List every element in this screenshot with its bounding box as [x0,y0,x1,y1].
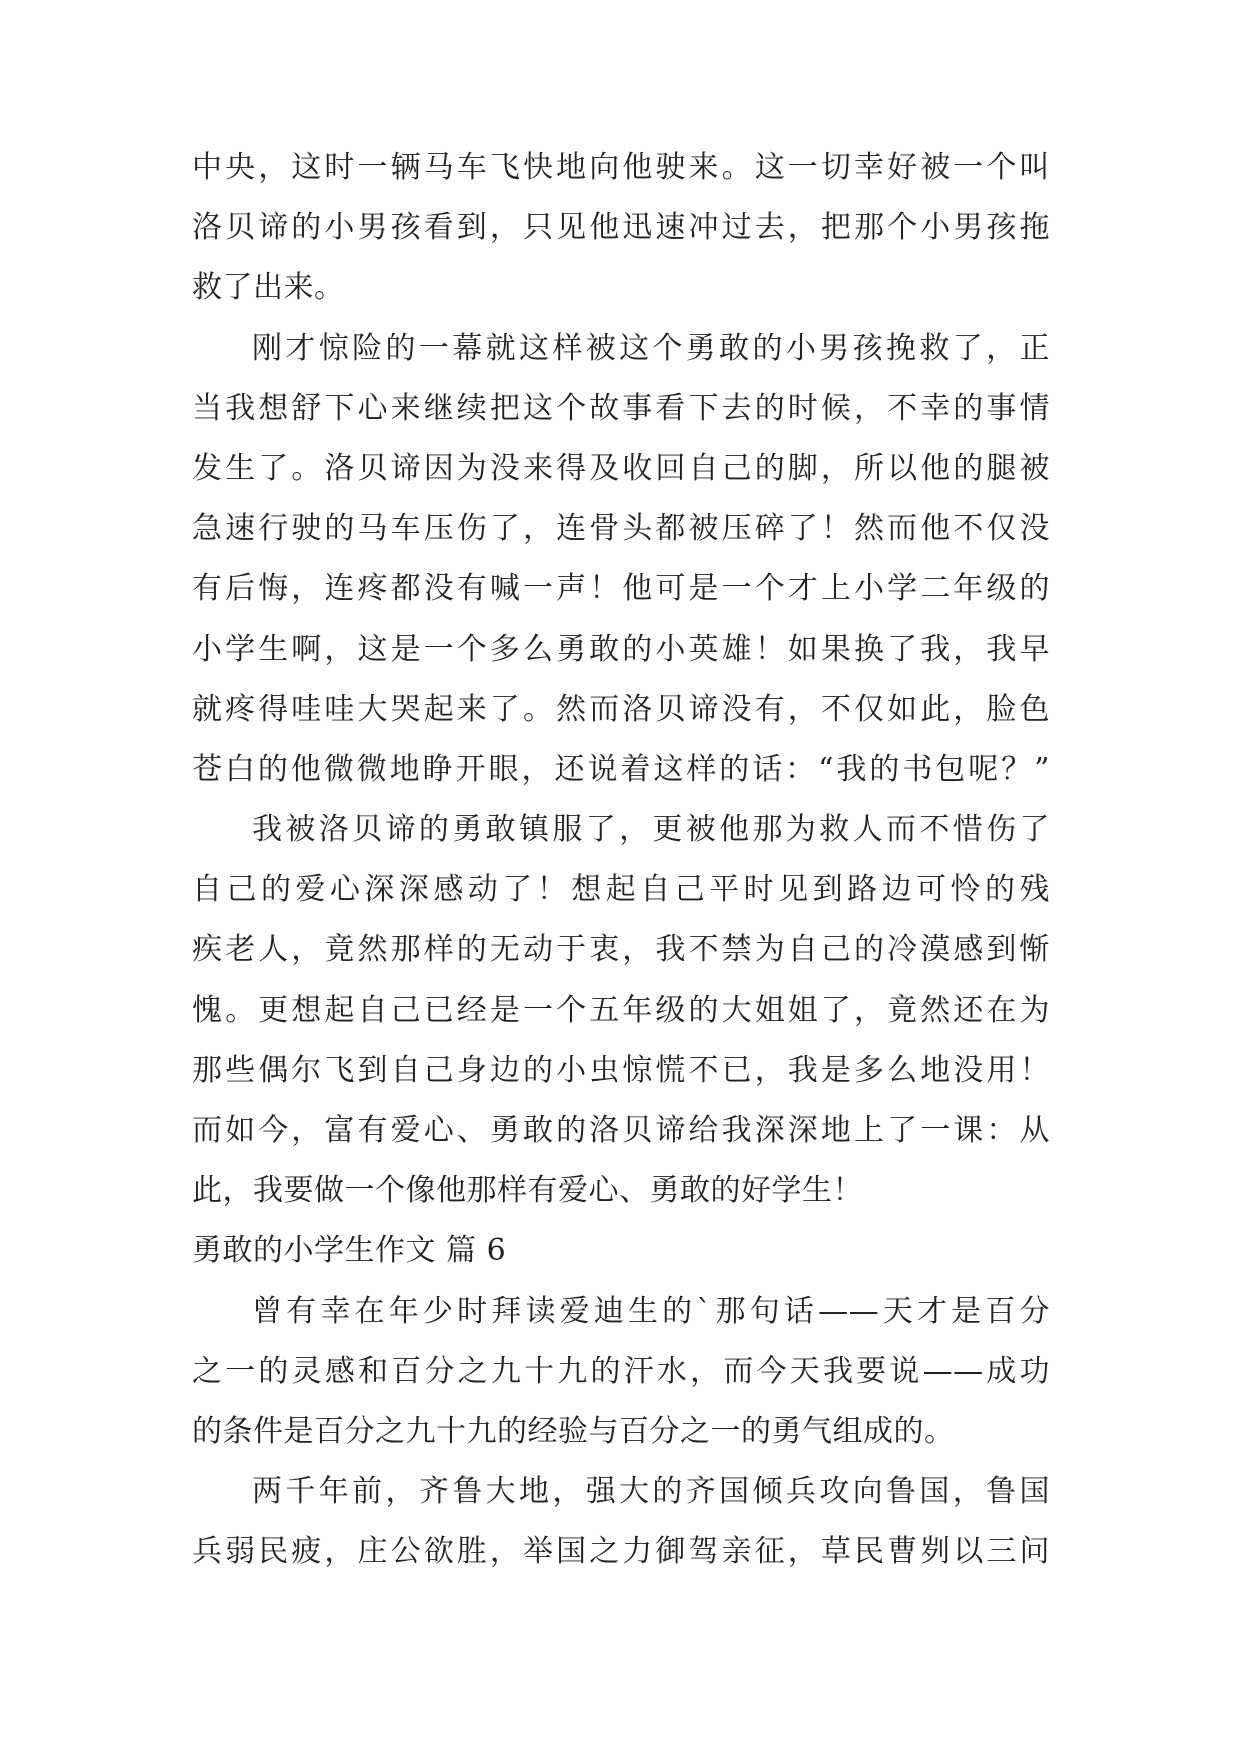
text-line: 两千年前，齐鲁大地，强大的齐国倾兵攻向鲁国，鲁国 [252,1474,1050,1510]
text-line: 小学生啊，这是一个多么勇敢的小英雄！如果换了我，我早 [192,631,1050,667]
text-line: 而如今，富有爱心、勇敢的洛贝谛给我深深地上了一课：从 [192,1113,1050,1148]
text-line: 兵弱民疲，庄公欲胜，举国之力御驾亲征，草民曹刿以三问 [192,1534,1050,1570]
text-line: 苍白的他微微地睁开眼，还说着这样的话：“我的书包呢？” [192,751,1050,787]
text-line: 急速行驶的马车压伤了，连骨头都被压碎了！然而他不仅没 [192,511,1050,547]
text-line: 我被洛贝谛的勇敢镇服了，更被他那为救人而不惜伤了 [252,812,1050,848]
paragraph-2 [192,319,1050,801]
text-line: 就疼得哇哇大哭起来了。然而洛贝谛没有，不仅如此，脸色 [192,691,1050,727]
text-line: 此，我要做一个像他那样有爱心、勇敢的好学生！ [192,1173,863,1209]
text-line: 疾老人，竟然那样的无动于衷，我不禁为自己的冷漠感到惭 [192,932,1050,968]
text-line: 曾有幸在年少时拜读爱迪生的`那句话——天才是百分 [252,1293,1050,1329]
paragraph-5 [192,1462,1050,1582]
text-line: 刚才惊险的一幕就这样被这个勇敢的小男孩挽救了，正 [252,330,1050,366]
text-line: 有后悔，连疼都没有喊一声！他可是一个才上小学二年级的 [192,571,1050,607]
text-line: 自己的爱心深深感动了！想起自己平时见到路边可怜的残 [192,872,1050,908]
paragraph-4 [192,1282,1050,1463]
text-line: 发生了。洛贝谛因为没来得及收回自己的脚，所以他的腿被 [192,450,1050,486]
text-line: 洛贝谛的小男孩看到，只见他迅速冲过去，把那个小男孩拖 [192,210,1050,246]
section-heading: 勇敢的小学生作文 篇 6 [192,1233,507,1269]
text-line: 当我想舒下心来继续把这个故事看下去的时候，不幸的事情 [192,390,1050,426]
paragraph-1 [192,138,1050,319]
text-line: 的条件是百分之九十九的经验与百分之一的勇气组成的。 [192,1413,955,1449]
text-line: 救了出来。 [192,270,345,306]
text-line: 中央，这时一辆马车飞快地向他驶来。这一切幸好被一个叫 [192,150,1050,185]
text-line: 之一的灵感和百分之九十九的汗水，而今天我要说——成功 [192,1353,1050,1389]
document-page [192,138,1050,1583]
text-line: 愧。更想起自己已经是一个五年级的大姐姐了，竟然还在为 [192,992,1050,1028]
paragraph-3 [192,800,1050,1221]
text-line: 那些偶尔飞到自己身边的小虫惊慌不已，我是多么地没用！ [192,1052,1050,1088]
